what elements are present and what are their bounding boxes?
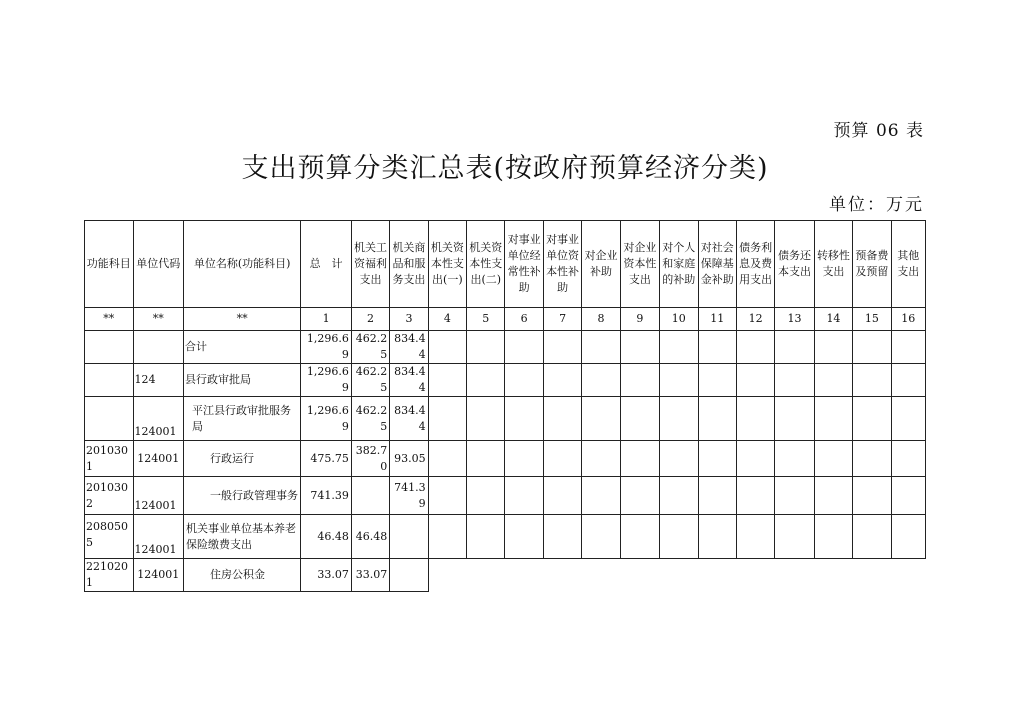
unit-code-cell: 124001 [133,477,184,515]
index-cell: 14 [814,308,852,331]
total-cell: 46.48 [301,515,352,559]
header-cell: 机关商品和服务支出 [390,221,428,308]
index-cell: ** [133,308,184,331]
index-cell: ** [184,308,301,331]
header-cell: 机关资本性支出(二) [467,221,505,308]
header-cell: 对事业单位经常性补助 [505,221,543,308]
header-cell: 对个人和家庭的补助 [660,221,698,308]
func-code-cell: 2010301 [85,441,134,477]
table-row [85,364,926,397]
header-cell: 其他支出 [891,221,925,308]
budget-table [84,220,926,592]
header-cell: 对企业资本性支出 [620,221,659,308]
wage-cell: 462.25 [351,331,389,364]
header-cell: 总 计 [301,221,352,308]
goods-services-cell: 834.44 [390,397,428,441]
unit-code-cell: 124001 [133,515,184,559]
func-code-cell [85,397,134,441]
header-cell: 单位名称(功能科目) [184,221,301,308]
goods-services-cell: 741.39 [390,477,428,515]
func-code-cell: 2080505 [85,515,134,559]
header-cell: 机关资本性支出(一) [428,221,466,308]
header-cell: 对事业单位资本性补助 [543,221,581,308]
header-cell: 对社会保障基金补助 [698,221,736,308]
total-cell: 741.39 [301,477,352,515]
wage-cell: 462.25 [351,364,389,397]
total-cell: 1,296.69 [301,397,352,441]
wage-cell: 33.07 [351,559,389,592]
index-cell: 4 [428,308,466,331]
index-cell: 6 [505,308,543,331]
index-cell: 13 [775,308,814,331]
wage-cell [351,477,389,515]
table-row [85,559,926,592]
table-row [85,441,926,477]
wage-cell: 462.25 [351,397,389,441]
func-code-cell: 2210201 [85,559,134,592]
index-cell: ** [85,308,134,331]
unit-name-cell: 住房公积金 [184,559,301,592]
total-cell: 475.75 [301,441,352,477]
unit-code-cell [133,331,184,364]
unit-name-cell: 平江县行政审批服务局 [184,397,301,441]
unit-name-cell: 县行政审批局 [184,364,301,397]
unit-name-cell: 机关事业单位基本养老保险缴费支出 [184,515,301,559]
header-cell: 债务还本支出 [775,221,814,308]
header-row [85,221,926,308]
goods-services-cell [390,559,428,592]
index-cell: 3 [390,308,428,331]
table-row [85,397,926,441]
goods-services-cell [390,515,428,559]
index-cell: 2 [351,308,389,331]
wage-cell: 46.48 [351,515,389,559]
header-cell: 预备费及预留 [853,221,891,308]
index-cell: 7 [543,308,581,331]
index-cell: 10 [660,308,698,331]
form-number: 预算 06 表 [833,121,924,141]
header-cell: 转移性支出 [814,221,852,308]
table-row [85,331,926,364]
unit-name-cell: 合计 [184,331,301,364]
index-cell: 11 [698,308,736,331]
index-cell: 1 [301,308,352,331]
unit-code-cell: 124 [133,364,184,397]
unit-name-cell: 一般行政管理事务 [184,477,301,515]
unit-code-cell: 124001 [133,559,184,592]
page-title: 支出预算分类汇总表(按政府预算经济分类) [241,153,769,184]
index-cell: 16 [891,308,925,331]
header-cell: 机关工资福利支出 [351,221,389,308]
goods-services-cell: 834.44 [390,364,428,397]
header-cell: 功能科目 [85,221,134,308]
total-cell: 1,296.69 [301,331,352,364]
unit-code-cell: 124001 [133,397,184,441]
goods-services-cell: 834.44 [390,331,428,364]
unit-label: 单位：万元 [829,195,924,215]
wage-cell: 382.70 [351,441,389,477]
index-cell: 8 [582,308,620,331]
func-code-cell [85,331,134,364]
index-cell: 9 [620,308,659,331]
header-cell: 对企业补助 [582,221,620,308]
index-row [85,308,926,331]
header-cell: 单位代码 [133,221,184,308]
index-cell: 5 [467,308,505,331]
func-code-cell: 2010302 [85,477,134,515]
header-cell: 债务利息及费用支出 [736,221,774,308]
total-cell: 33.07 [301,559,352,592]
unit-code-cell: 124001 [133,441,184,477]
unit-name-cell: 行政运行 [184,441,301,477]
table-row [85,515,926,559]
index-cell: 12 [736,308,774,331]
func-code-cell [85,364,134,397]
goods-services-cell: 93.05 [390,441,428,477]
index-cell: 15 [853,308,891,331]
table-row [85,477,926,515]
total-cell: 1,296.69 [301,364,352,397]
